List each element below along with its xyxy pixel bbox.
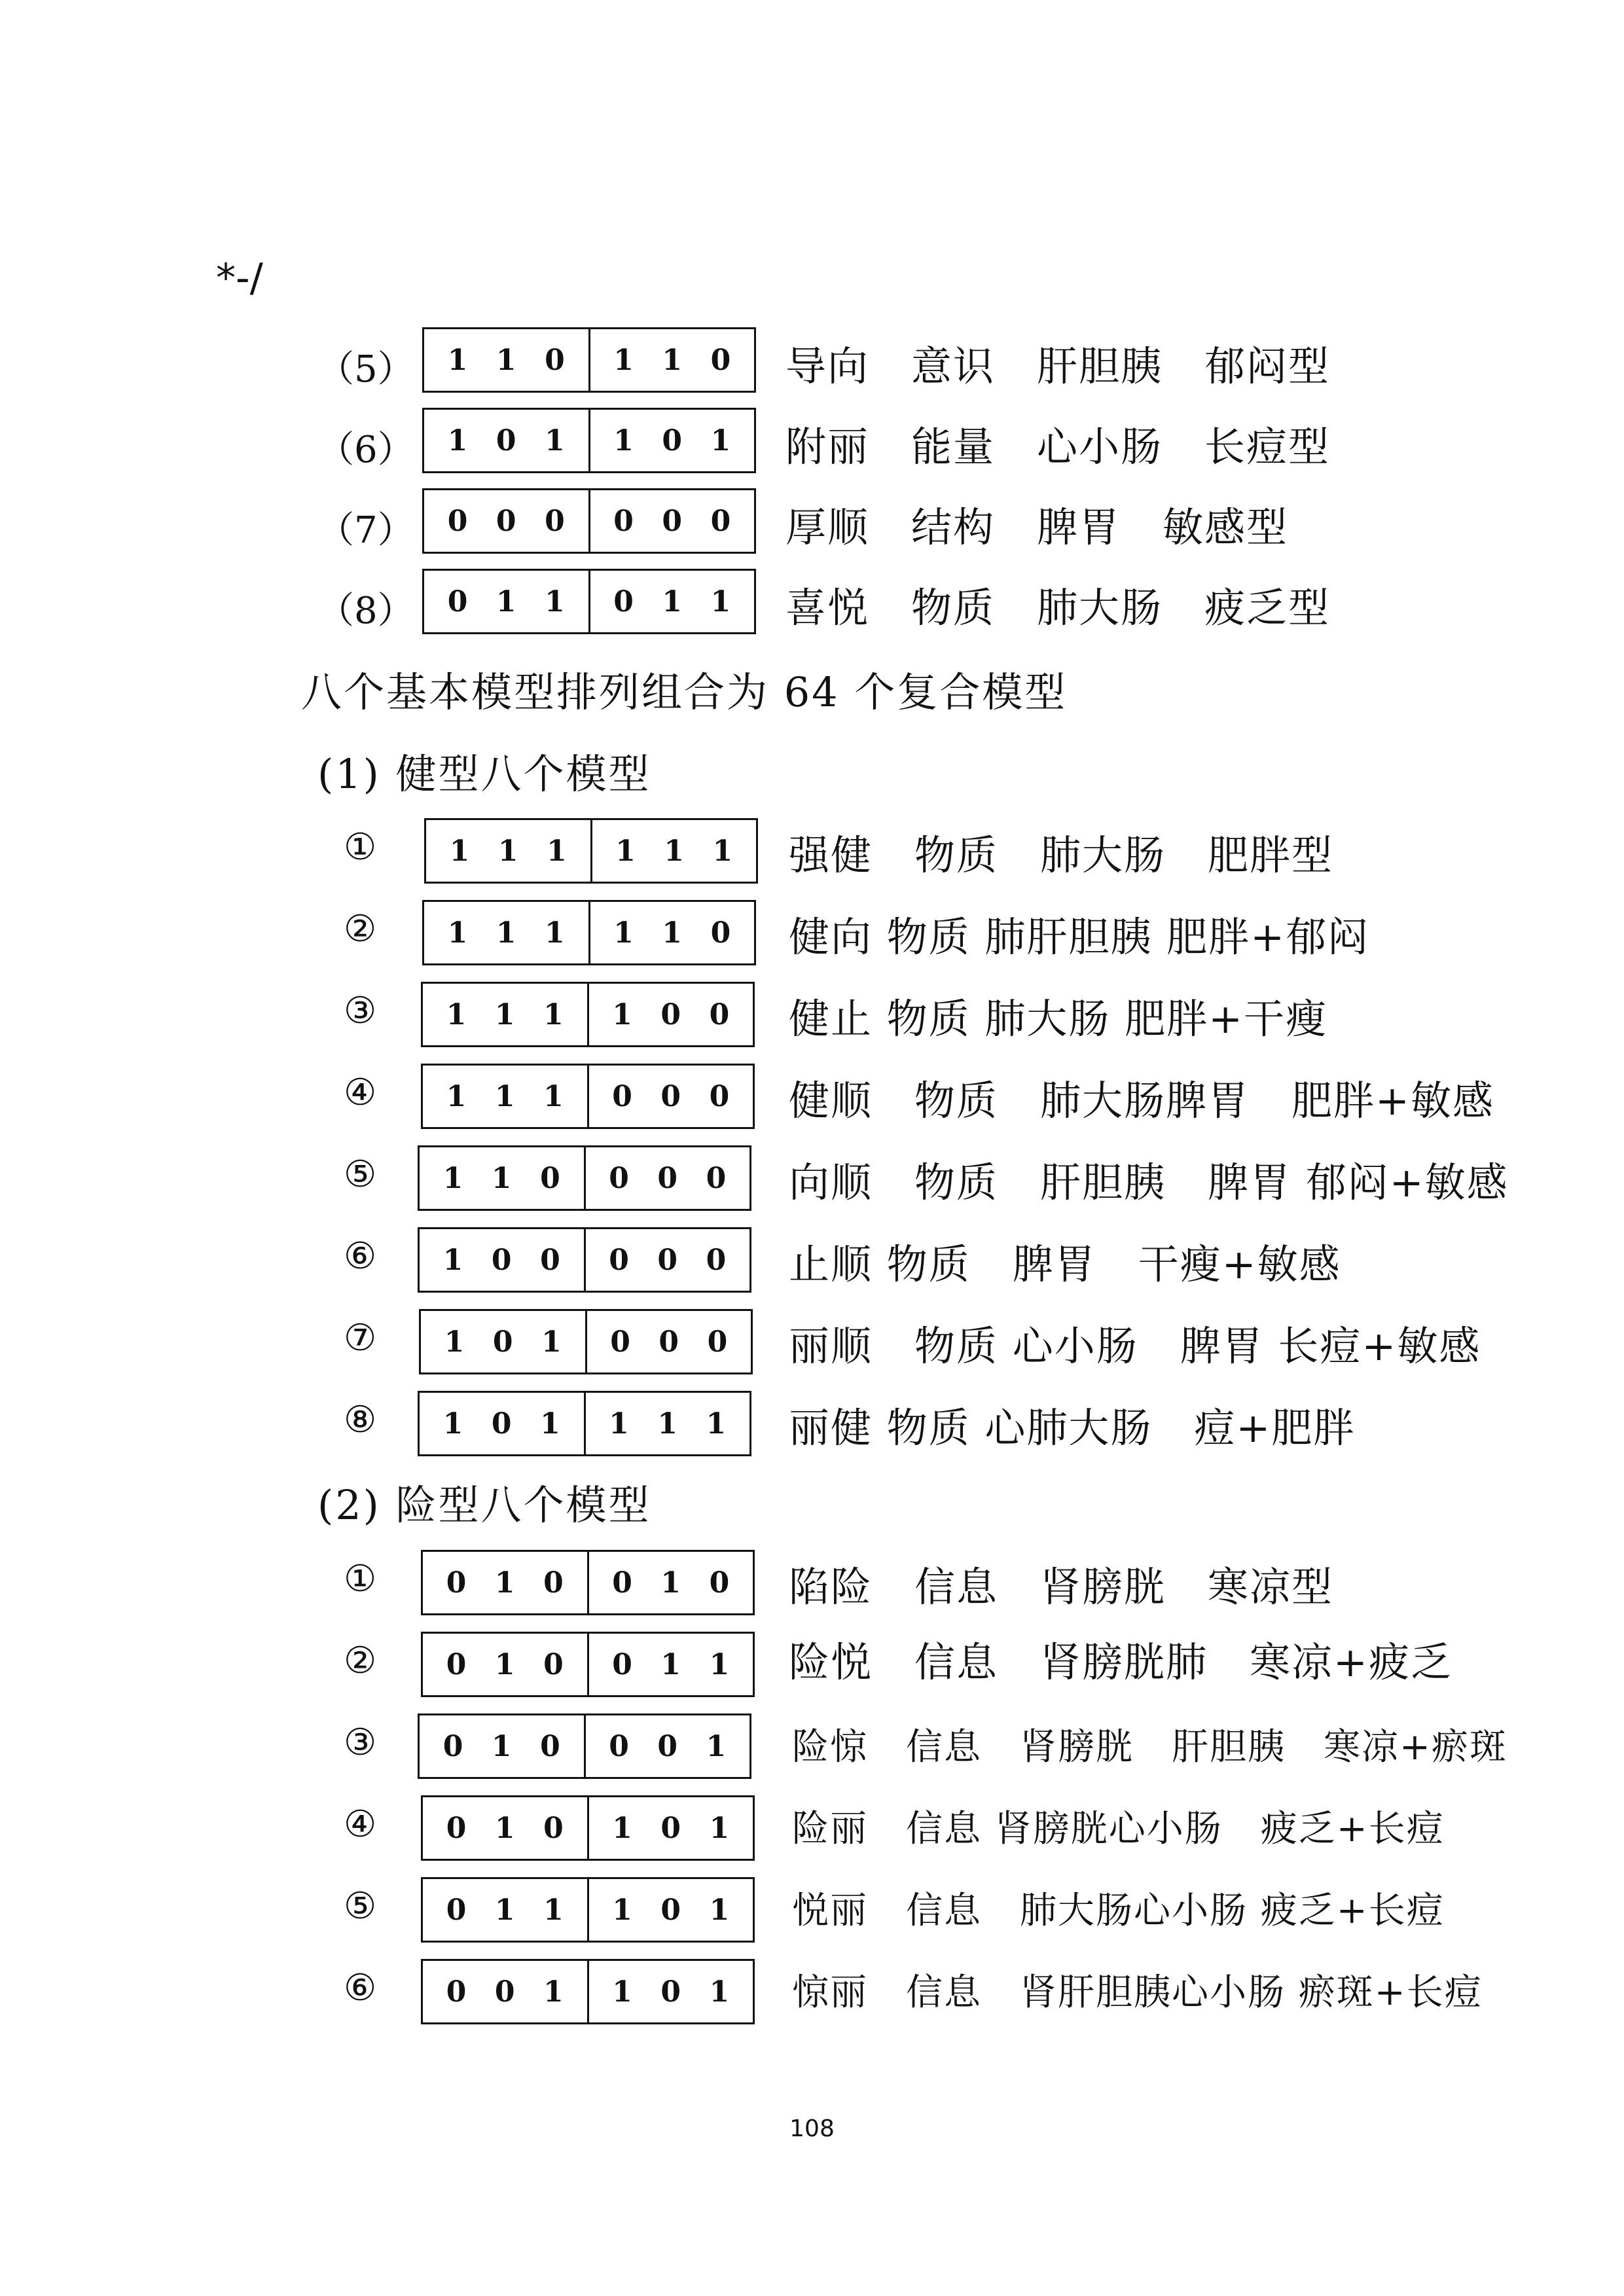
hexagram-code-box [418, 1391, 751, 1456]
model-description: 喜悦 物质 肺大肠 疲乏型 [785, 584, 1331, 632]
row-number: ① [344, 1558, 377, 1600]
code-lower-half: 1 1 0 [442, 1161, 560, 1195]
hexagram-code-box [421, 1550, 755, 1615]
code-lower-half: 1 1 1 [449, 834, 567, 868]
combination-heading: 八个基本模型排列组合为 64 个复合模型 [301, 668, 1068, 716]
model-description: 悦丽 信息 肺大肠心小肠 疲乏+长痘 [792, 1890, 1445, 1932]
row-number: ④ [344, 1071, 377, 1114]
hexagram-code-box [421, 1959, 755, 2024]
code-lower-half: 1 1 1 [446, 1079, 564, 1113]
model-description: 止顺 物质 脾胃 干瘦+敏感 [789, 1240, 1341, 1288]
code-lower-half: 0 1 0 [442, 1729, 560, 1763]
hexagram-code-box [422, 488, 756, 554]
row-number: ② [344, 908, 377, 950]
model-label: （7） [317, 509, 414, 552]
model-description: 陷险 信息 肾膀胱 寒凉型 [789, 1563, 1334, 1611]
row-number: ④ [344, 1803, 377, 1846]
code-lower-half: 0 0 0 [447, 504, 565, 538]
page-number: 108 [789, 2115, 835, 2142]
hexagram-code-box [421, 1877, 755, 1943]
model-description: 险悦 信息 肾膀胱肺 寒凉+疲乏 [789, 1638, 1453, 1686]
code-lower-half: 0 1 1 [446, 1893, 564, 1927]
model-label: （8） [317, 590, 414, 632]
code-upper-half: 0 0 0 [585, 1311, 751, 1372]
model-description: 向顺 物质 肝胆胰 脾胃 郁闷+敏感 [789, 1158, 1509, 1206]
row-number: ⑥ [344, 1235, 377, 1278]
model-label: （6） [317, 429, 414, 471]
code-lower-half: 1 0 0 [442, 1243, 560, 1277]
code-upper-half: 1 1 1 [590, 820, 757, 882]
row-number: ⑥ [344, 1967, 377, 2009]
hexagram-code-box [419, 1309, 753, 1374]
model-description: 健顺 物质 肺大肠脾胃 肥胖+敏感 [789, 1077, 1494, 1124]
code-upper-half: 1 0 1 [588, 410, 755, 471]
code-upper-half: 1 0 1 [587, 1961, 753, 2022]
model-description: 险惊 信息 肾膀胱 肝胆胰 寒凉+瘀斑 [792, 1726, 1507, 1768]
code-upper-half: 0 0 0 [587, 1066, 753, 1127]
code-upper-half: 1 1 1 [584, 1393, 750, 1454]
row-number: ② [344, 1640, 377, 1682]
hexagram-code-box [424, 818, 758, 884]
hexagram-code-box [421, 1795, 755, 1861]
code-upper-half: 0 1 1 [588, 571, 755, 632]
code-upper-half: 0 1 0 [587, 1552, 753, 1613]
row-number: ⑤ [344, 1153, 377, 1196]
code-lower-half: 1 0 1 [447, 423, 565, 457]
model-description: 强健 物质 肺大肠 肥胖型 [789, 831, 1334, 879]
code-upper-half: 0 0 0 [584, 1147, 750, 1209]
model-description: 导向 意识 肝胆胰 郁闷型 [785, 342, 1331, 390]
model-description: 丽顺 物质 心小肠 脾胃 长痘+敏感 [789, 1322, 1481, 1370]
hexagram-code-box [421, 1064, 755, 1129]
hexagram-code-box [418, 1145, 751, 1211]
section-title-jian: (1) 健型八个模型 [317, 750, 651, 798]
model-description: 险丽 信息 肾膀胱心小肠 疲乏+长痘 [792, 1808, 1445, 1850]
code-upper-half: 0 1 1 [587, 1634, 753, 1695]
model-label: （5） [317, 348, 414, 391]
section-title-xian: (2) 险型八个模型 [317, 1481, 651, 1529]
code-lower-half: 1 0 1 [442, 1407, 560, 1441]
row-number: ⑤ [344, 1885, 377, 1928]
row-number: ⑧ [344, 1399, 377, 1441]
code-upper-half: 1 0 0 [587, 984, 753, 1045]
hexagram-code-box [418, 1713, 751, 1779]
code-upper-half: 1 1 0 [588, 329, 755, 391]
hexagram-code-box [421, 982, 755, 1047]
code-lower-half: 1 1 0 [447, 343, 565, 377]
code-lower-half: 0 0 1 [446, 1975, 564, 2009]
code-lower-half: 0 1 0 [446, 1566, 564, 1600]
model-description: 厚顺 结构 脾胃 敏感型 [785, 503, 1289, 551]
hexagram-code-box [422, 408, 756, 473]
hexagram-code-box [418, 1227, 751, 1293]
code-lower-half: 1 0 1 [444, 1325, 562, 1359]
code-upper-half: 0 0 0 [584, 1229, 750, 1291]
code-upper-half: 1 1 0 [588, 902, 755, 963]
model-description: 健向 物质 肺肝胆胰 肥胖+郁闷 [789, 913, 1370, 961]
model-description: 丽健 物质 心肺大肠 痘+肥胖 [789, 1404, 1356, 1452]
code-upper-half: 0 0 0 [588, 490, 755, 552]
code-lower-half: 0 1 0 [446, 1647, 564, 1681]
code-lower-half: 1 1 1 [446, 997, 564, 1031]
hexagram-code-box [421, 1632, 755, 1697]
code-upper-half: 1 0 1 [587, 1797, 753, 1859]
header-mark: *-/ [216, 255, 263, 301]
model-description: 惊丽 信息 肾肝胆胰心小肠 瘀斑+长痘 [792, 1971, 1483, 2014]
code-upper-half: 1 0 1 [587, 1879, 753, 1941]
row-number: ① [344, 826, 377, 869]
hexagram-code-box [422, 327, 756, 393]
row-number: ③ [344, 1721, 377, 1764]
row-number: ③ [344, 990, 377, 1032]
code-upper-half: 0 0 1 [584, 1715, 750, 1777]
code-lower-half: 0 1 0 [446, 1811, 564, 1845]
row-number: ⑦ [344, 1317, 377, 1359]
code-lower-half: 1 1 1 [447, 916, 565, 950]
model-description: 健止 物质 肺大肠 肥胖+干瘦 [789, 995, 1328, 1043]
code-lower-half: 0 1 1 [447, 584, 565, 619]
model-description: 附丽 能量 心小肠 长痘型 [785, 423, 1331, 471]
hexagram-code-box [422, 900, 756, 965]
hexagram-code-box [422, 569, 756, 634]
